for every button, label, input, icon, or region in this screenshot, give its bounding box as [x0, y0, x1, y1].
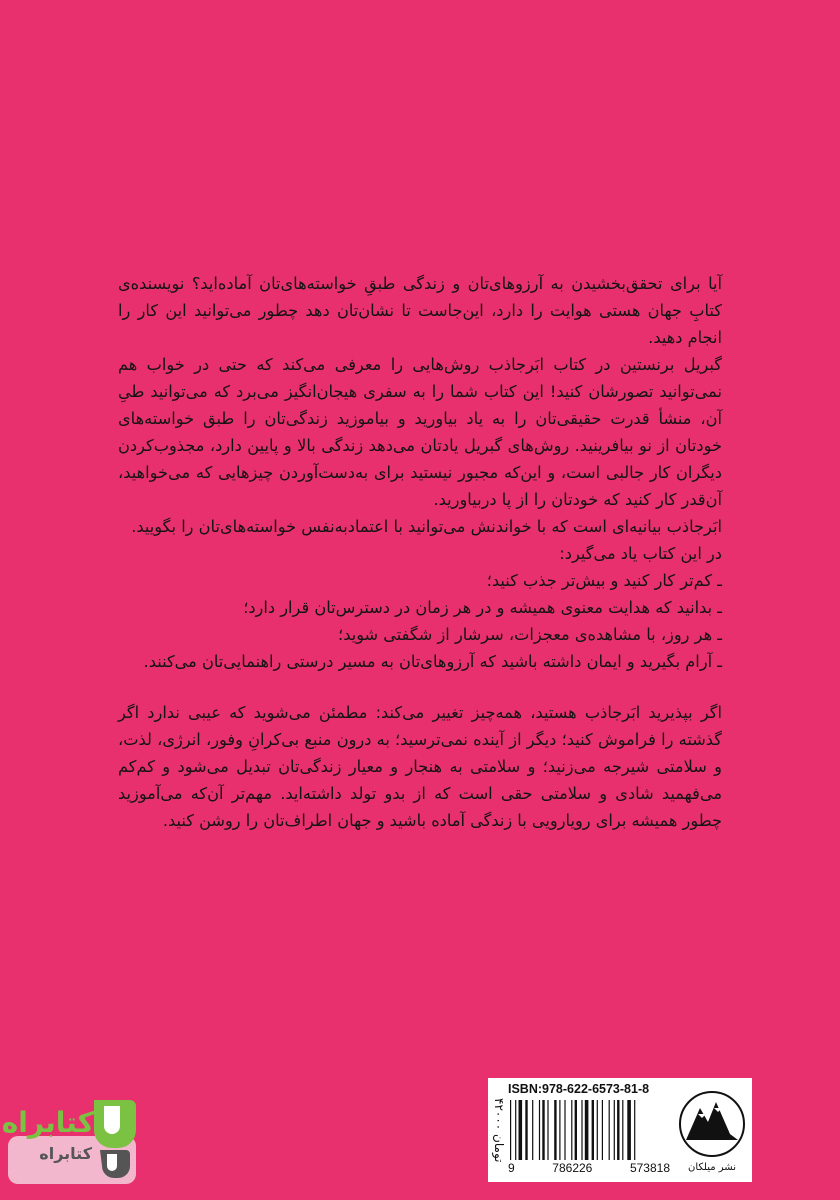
watermark-text-bottom: کتابراه: [39, 1144, 92, 1163]
learn-heading: در این کتاب یاد می‌گیرد:: [559, 544, 722, 563]
isbn-label: ISBN:978-622-6573-81-8: [508, 1082, 650, 1096]
intro-paragraph: آیا برای تحقق‌بخشیدن به آرزوهای‌تان و زندگی طبقِ خواسته‌های‌تان آماده‌اید؟ نویسنده‌ی کتابِ جهان هستی هوایت را دارد، این‌جاست تا نشان‌تان دهد چطور می‌توانید این کار را انجام دهید.: [118, 274, 722, 347]
statement-paragraph: ابَرجاذب بیانیه‌ای است که با خواندنش می‌توانید با اعتمادبه‌نفس خواسته‌های‌تان را بگویید.: [131, 517, 722, 536]
paragraph-gap: [118, 675, 722, 699]
barcode-digit-first: 9: [508, 1161, 515, 1175]
list-item: ـ آرام بگیرید و ایمان داشته باشید که آرزوهای‌تان به مسیر درستی راهنمایی‌تان می‌کنند.: [143, 652, 722, 671]
price-label: ۴۲۰۰۰ تومان: [492, 1097, 506, 1163]
barcode-digits-group2: 573818: [629, 1161, 670, 1175]
description-paragraph: گبریل برنستین در کتاب ابَرجاذب روش‌هایی را معرفی می‌کند که حتی در خواب هم نمی‌توانید تصورشان کنید! این کتاب شما را به سفری هیجان‌انگیز می‌برد که می‌توانید طیِ آن، منشأ قدرت حقیقی‌تان را به یاد بیاورید و بیاموزید زندگی‌تان را طبق خواسته‌های خودتان از نو بیافرینید. روش‌های گبریل یادتان می‌دهد زندگی بالا و پایین دارد، مجذوب‌کردن دیگران کار جالبی است، و این‌که مجبور نیستید برای به‌دست‌آوردن چیزهایی که می‌خواهید، آن‌قدر کار کنید که خودتان را از پا دربیاورید.: [118, 355, 722, 509]
barcode-digits-group1: 786226: [552, 1161, 593, 1175]
list-item: ـ هر روز، با مشاهده‌ی معجزات، سرشار از شگفتی شوید؛: [338, 625, 722, 644]
list-item: ـ بدانید که هدایت معنوی همیشه و در هر زمان در دسترس‌تان قرار دارد؛: [243, 598, 722, 617]
barcode-panel: [488, 1078, 752, 1182]
watermark-text-top: کتابراه: [1, 1106, 94, 1139]
publisher-name: نشر میلکان: [688, 1162, 736, 1173]
closing-paragraph: اگر بپذیرید ابَرجاذب هستید، همه‌چیز تغییر می‌کند: مطمئن می‌شوید که عیبی ندارد اگر گذشته را فراموش کنید؛ دیگر از آینده نمی‌ترسید؛ به درون منبع بی‌کرانِ وفور، انرژی، لذت، و سلامتی شیرجه می‌زنید؛ و سلامتی به هنجار و معیار زندگی‌تان تبدیل می‌شود و کم‌کم می‌فهمید شادی و سلامتی حقی است که از بدو تولد داشته‌اید. مهم‌تر آن‌که می‌آموزید چطور همیشه برای رویارویی با زندگی آماده باشید و جهان اطراف‌تان را روشن کنید.: [118, 703, 722, 830]
list-item: ـ کم‌تر کار کنید و بیش‌تر جذب کنید؛: [486, 571, 722, 590]
barcode-digits: [508, 1161, 670, 1175]
barcode-bars: [508, 1100, 670, 1160]
watermark-logo: [1, 1092, 138, 1188]
back-cover-text: [118, 270, 722, 834]
